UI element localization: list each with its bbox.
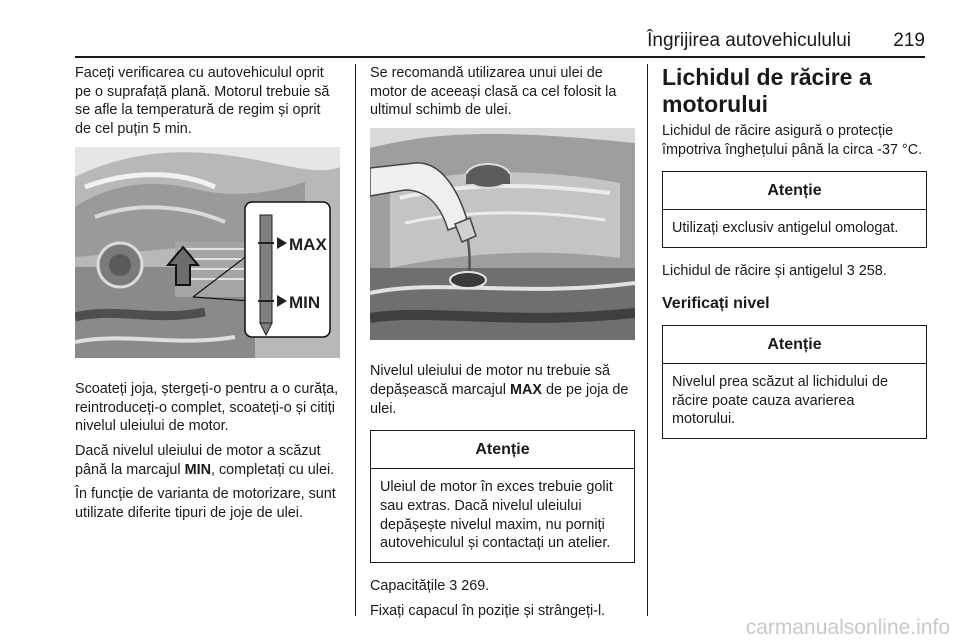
- chapter-title: Îngrijirea autovehiculului: [647, 30, 851, 51]
- paragraph: Capacitățile 3 269.: [370, 578, 490, 595]
- page-number: 219: [893, 30, 925, 51]
- paragraph: În funcție de varianta de motorizare, sunt utilizate diferite tipuri de joje de ulei.: [75, 486, 336, 522]
- column-divider: [355, 64, 356, 616]
- oil-filling-illustration: [370, 128, 635, 340]
- column-1: [75, 64, 340, 529]
- warning-box: [662, 171, 927, 248]
- warning-text: Nivelul prea scăzut al lichidului de răcire poate cauza avarierea motorului.: [672, 373, 888, 428]
- page-ref-link[interactable]: 269: [461, 578, 486, 595]
- paragraph: Se recomandă utilizarea unui ulei de motor de aceeași clasă ca cel folosit la ultimul schimb de ulei.: [370, 65, 617, 119]
- column-2: [370, 64, 635, 626]
- paragraph: Faceți verificarea cu autovehiculul oprit pe o suprafață plană. Motorul trebuie să se afle la temperatură de regim și oprit de cel puțin 5 min.: [75, 65, 330, 138]
- header-rule: [75, 56, 925, 58]
- section-heading: Lichidul de răcire a motorului: [662, 64, 872, 117]
- warning-box: [370, 430, 635, 563]
- subsection-heading: Verificați nivel: [662, 294, 770, 312]
- min-mark: MIN: [184, 461, 211, 478]
- paragraph: Lichidul de răcire și antigelul 3 258.: [662, 263, 887, 280]
- column-divider: [647, 64, 648, 616]
- paragraph: Dacă nivelul uleiului de motor a scăzut până la marcajul MIN, completați cu ulei.: [75, 442, 335, 478]
- warning-title: Atenție: [663, 172, 926, 210]
- watermark: carmanualsonline.info: [745, 616, 950, 639]
- dipstick-illustration: [75, 147, 340, 358]
- paragraph: Lichidul de răcire asigură o protecție împotriva înghețului până la circa -37 °C.: [662, 123, 923, 158]
- warning-box: [662, 325, 927, 439]
- page-ref-link[interactable]: 258: [858, 263, 883, 280]
- paragraph: Fixați capacul în poziție și strângeți-l.: [370, 602, 606, 619]
- paragraph: Scoateți joja, ștergeți-o pentru a o curăța, reintroduceți-o complet, scoateți-o și citiți nivelul uleiului de motor.: [75, 380, 339, 435]
- warning-text: Utilizați exclusiv antigelul omologat.: [672, 220, 899, 237]
- warning-title: Atenție: [663, 326, 926, 364]
- warning-text: Uleiul de motor în exces trebuie golit sau extras. Dacă nivelul uleiului depășește nivelul maxim, nu porniți autovehiculul și contactați un atelier.: [380, 479, 613, 552]
- page-ref-icon: 3: [846, 263, 855, 280]
- page-header: [75, 30, 925, 56]
- page-ref-icon: 3: [449, 578, 458, 595]
- paragraph: Nivelul uleiului de motor nu trebuie să depășească marcajul MAX de pe joja de ulei.: [370, 363, 629, 417]
- column-3: [662, 64, 927, 453]
- max-mark: MAX: [510, 381, 542, 398]
- min-label: MIN: [289, 292, 321, 312]
- max-label: MAX: [289, 234, 327, 254]
- warning-title: Atenție: [371, 431, 634, 469]
